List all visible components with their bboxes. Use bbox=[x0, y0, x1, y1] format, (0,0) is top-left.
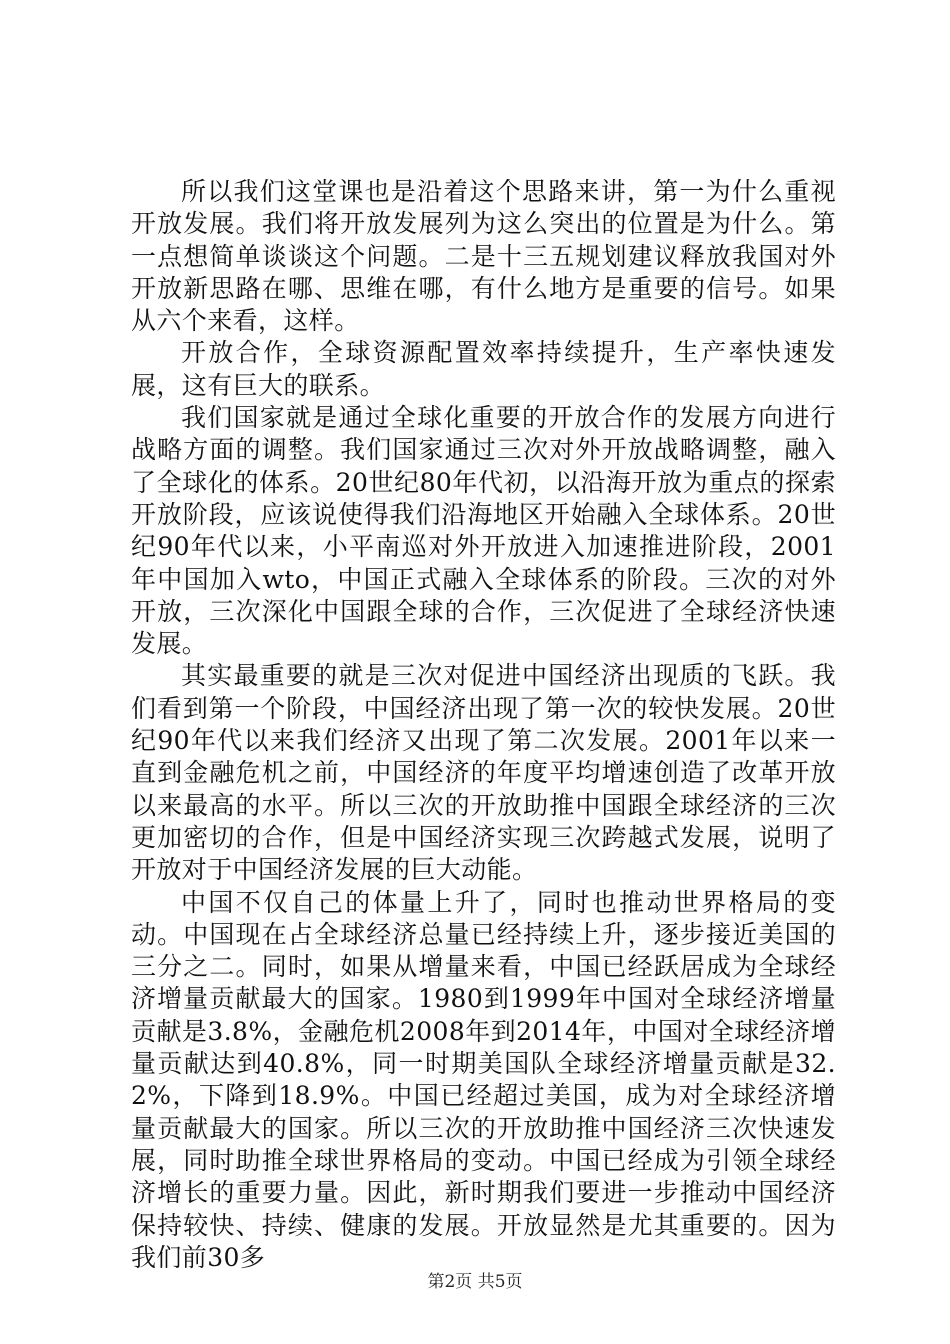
page-number-footer: 第2页 共5页 bbox=[427, 1272, 523, 1292]
body-text bbox=[131, 176, 836, 1274]
paragraph: 其实最重要的就是三次对促进中国经济出现质的飞跃。我们看到第一个阶段，中国经济出现了第一次的较快发展。20世纪90年代以来我们经济又出现了第二次发展。2001年以来一直到金融危机之前，中国经济的年度平均增速创造了改革开放以来最高的水平。所以三次的开放助推中国跟全球经济的三次更加密切的合作，但是中国经济实现三次跨越式发展，说明了开放对于中国经济发展的巨大动能。 bbox=[131, 661, 836, 885]
paragraph: 所以我们这堂课也是沿着这个思路来讲，第一为什么重视开放发展。我们将开放发展列为这么突出的位置是为什么。第一点想简单谈谈这个问题。二是十三五规划建议释放我国对外开放新思路在哪、思维在哪，有什么地方是重要的信号。如果从六个来看，这样。 bbox=[131, 177, 836, 336]
paragraph: 中国不仅自己的体量上升了，同时也推动世界格局的变动。中国现在占全球经济总量已经持续上升，逐步接近美国的三分之二。同时，如果从增量来看，中国已经跃居成为全球经济增量贡献最大的国家。1980到1999年中国对全球经济增量贡献是3.8%，金融危机2008年到2014年，中国对全球经济增量贡献达到40.8%，同一时期美国队全球经济增量贡献是32.2%，下降到18.9%。中国已经超过美国，成为对全球经济增量贡献最大的国家。所以三次的开放助推中国经济三次快速发展，同时助推全球世界格局的变动。中国已经成为引领全球经济增长的重要力量。因此，新时期我们要进一步推动中国经济保持较快、持续、健康的发展。开放显然是尤其重要的。因为我们前30多 bbox=[131, 887, 836, 1272]
paragraph: 开放合作，全球资源配置效率持续提升，生产率快速发展，这有巨大的联系。 bbox=[131, 338, 836, 400]
paragraph: 我们国家就是通过全球化重要的开放合作的发展方向进行战略方面的调整。我们国家通过三次对外开放战略调整，融入了全球化的体系。20世纪80年代初，以沿海开放为重点的探索开放阶段，应该说使得我们沿海地区开始融入全球体系。20世纪90年代以来，小平南巡对外开放进入加速推进阶段，2001年中国加入wto，中国正式融入全球体系的阶段。三次的对外开放，三次深化中国跟全球的合作，三次促进了全球经济快速发展。 bbox=[131, 403, 836, 659]
